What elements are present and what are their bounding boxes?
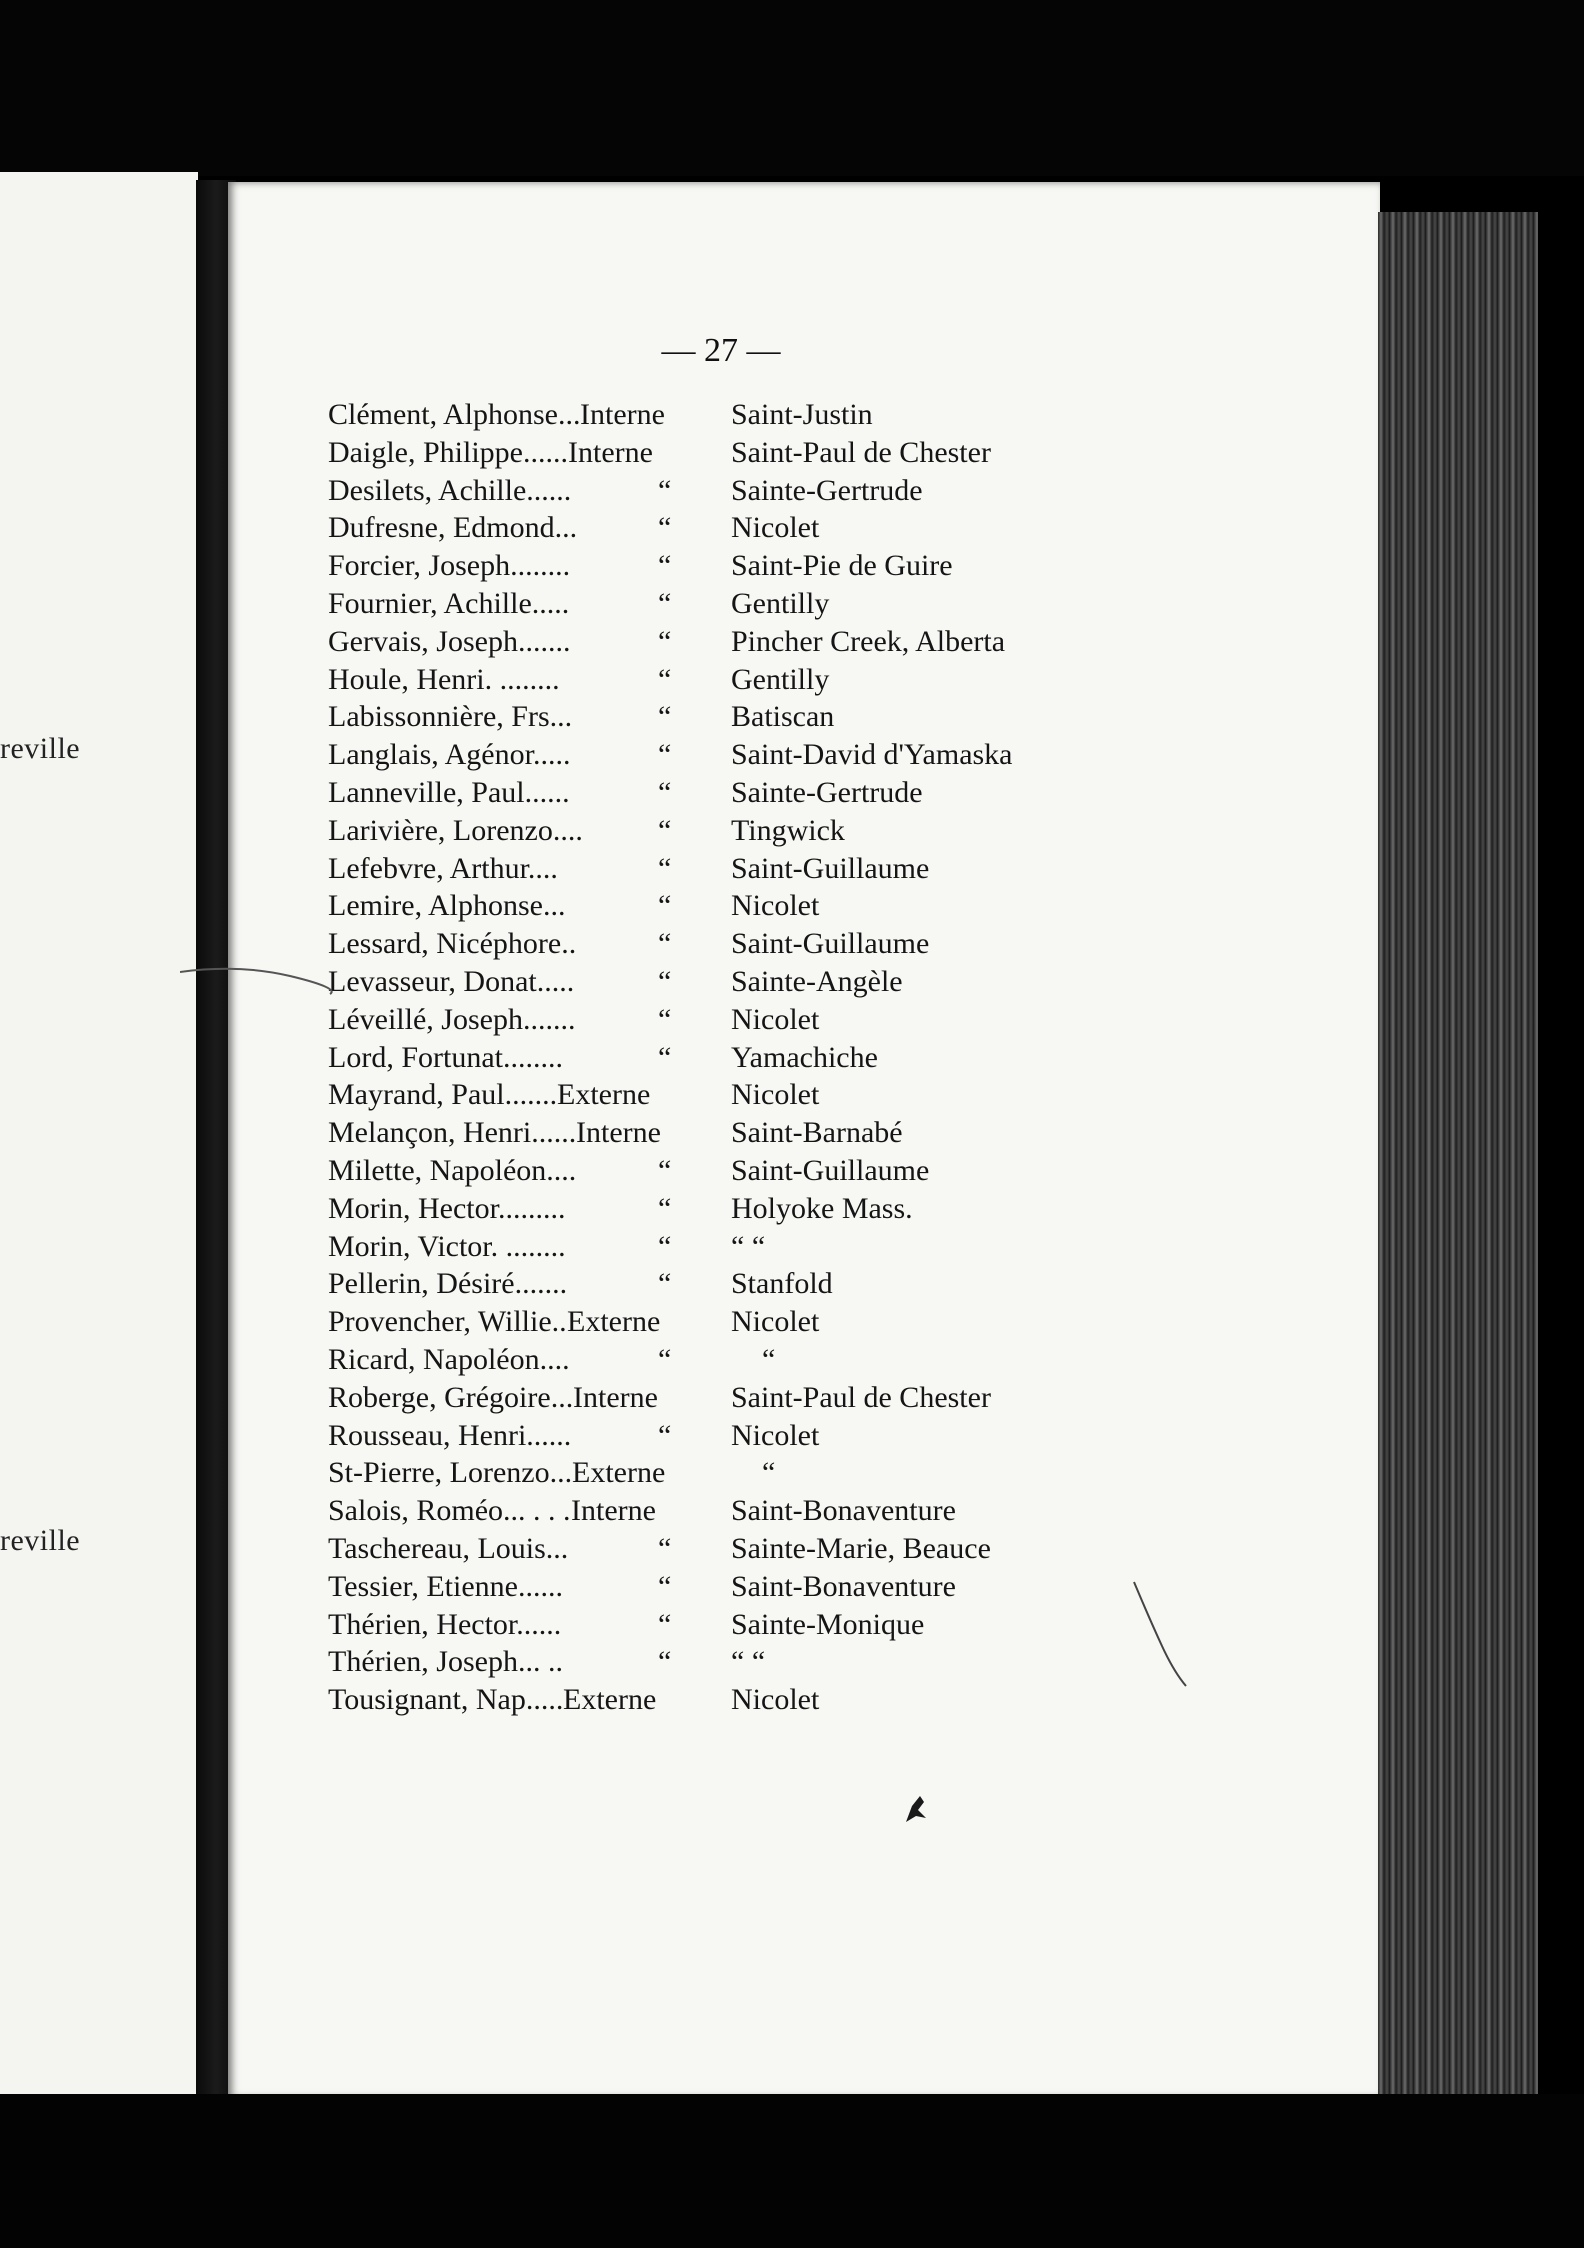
roster-row: St-Pierre, Lorenzo... Externe “ [328,1456,776,1490]
roster-row [328,663,1328,701]
student-hometown: “ “ [731,1229,766,1263]
student-name: Lessard, Nicéphore.. [328,927,577,961]
student-hometown: Saint-Barnabé [731,1116,903,1150]
roster-row [328,587,1328,625]
student-name: Langlais, Agénor..... [328,738,571,772]
student-hometown: Nicolet [731,1418,820,1452]
student-status: “ [658,775,672,809]
roster-row [328,1267,1328,1305]
roster-row [328,1003,1328,1041]
left-page-text-fragment: reville [0,1524,81,1557]
roster-row: Salois, Roméo... . . . Interne Saint-Bonaventure [328,1494,956,1528]
student-hometown: Nicolet [731,1002,820,1036]
roster-row [328,852,1328,890]
student-status: “ [658,700,672,734]
roster-row [328,927,1328,965]
student-name: Pellerin, Désiré....... [328,1267,568,1301]
student-name: Desilets, Achille...... [328,473,572,507]
student-hometown: Saint-Paul de Chester [731,1380,991,1414]
roster-row: Melançon, Henri...... Interne Saint-Barnabé [328,1116,903,1150]
student-hometown: Sainte-Gertrude [731,775,923,809]
student-name: Mayrand, Paul....... [328,1078,558,1112]
roster-row [328,1532,1328,1570]
roster-row [328,549,1328,587]
student-name: Salois, Roméo... . . . [328,1494,571,1528]
student-status: “ [658,1342,672,1376]
student-status: “ [658,1229,672,1263]
student-hometown: Saint-Guillaume [731,1153,930,1187]
student-status: “ [658,1569,672,1603]
student-name: Gervais, Joseph....... [328,624,571,658]
student-name: Lemire, Alphonse... [328,889,566,923]
student-hometown: Saint-Pie de Guire [731,549,953,583]
student-status: “ [658,1607,672,1641]
left-page [0,172,198,2094]
student-hometown: Gentilly [731,662,830,696]
scan-background-top [0,0,1584,176]
student-hometown: Holyoke Mass. [731,1191,913,1225]
student-status: “ [658,851,672,885]
roster-row: Mayrand, Paul....... Externe Nicolet [328,1078,820,1112]
student-name: Levasseur, Donat..... [328,964,575,998]
student-hometown: Nicolet [731,1078,820,1112]
student-status: “ [658,889,672,923]
student-status: “ [658,1191,672,1225]
student-hometown: Stanfold [731,1267,833,1301]
roster-row [328,965,1328,1003]
student-hometown: Nicolet [731,889,820,923]
student-status: “ [658,586,672,620]
student-hometown: Batiscan [731,700,835,734]
student-name: Tessier, Etienne...... [328,1569,563,1603]
student-hometown: Nicolet [731,1305,820,1339]
student-name: Roberge, Grégoire... [328,1380,574,1414]
student-status: “ [658,1153,672,1187]
student-hometown: Sainte-Monique [731,1607,925,1641]
student-status: “ [658,964,672,998]
student-status: “ [658,511,672,545]
student-name: Thérien, Joseph... .. [328,1645,563,1679]
student-status: “ [658,1645,672,1679]
student-status: “ [658,662,672,696]
student-roster [328,398,1328,1721]
student-name: Taschereau, Louis... [328,1531,569,1565]
left-page-text-fragment: reville [0,732,81,765]
student-name: Clément, Alphonse... [328,398,581,431]
student-hometown: Gentilly [731,586,830,620]
student-name: Melançon, Henri...... [328,1116,577,1150]
student-hometown: “ “ [731,1645,766,1679]
student-status: “ [658,927,672,961]
roster-row: Roberge, Grégoire... Interne Saint-Paul de Chester [328,1380,991,1414]
student-name: Morin, Victor. ........ [328,1229,566,1263]
student-name: Fournier, Achille..... [328,586,570,620]
student-status: “ [658,1531,672,1565]
student-name: Labissonnière, Frs... [328,700,573,734]
roster-row [328,1192,1328,1230]
roster-row [328,1230,1328,1268]
student-name: Lord, Fortunat........ [328,1040,563,1074]
student-hometown: Yamachiche [731,1040,878,1074]
student-status: “ [658,1040,672,1074]
student-status: “ [658,1002,672,1036]
student-hometown: Sainte-Gertrude [731,473,923,507]
student-name: Provencher, Willie.. [328,1305,567,1339]
roster-row [328,1041,1328,1079]
student-name: Milette, Napoléon.... [328,1153,577,1187]
student-status: “ [658,624,672,658]
student-hometown: Nicolet [731,1683,820,1717]
student-name: Larivière, Lorenzo.... [328,813,583,847]
student-name: Forcier, Joseph........ [328,549,571,583]
stray-pencil-line [180,960,340,1000]
ink-blot-mark [900,1792,930,1826]
student-name: Houle, Henri. ........ [328,662,560,696]
student-name: Daigle, Philippe...... [328,435,568,469]
student-hometown: Saint-Paul de Chester [731,435,991,469]
roster-row: Clément, Alphonse... Interne Saint-Justin [328,398,873,431]
page-number: — 27 — [661,332,781,369]
roster-row: Provencher, Willie.. Externe Nicolet [328,1305,820,1339]
student-status: “ [658,473,672,507]
student-name: Lefebvre, Arthur.... [328,851,558,885]
student-hometown: Sainte-Angèle [731,964,903,998]
student-name: Ricard, Napoléon.... [328,1342,570,1376]
student-status: “ [658,1418,672,1452]
student-hometown: “ [762,1342,776,1376]
student-status: “ [658,549,672,583]
roster-row [328,1343,1328,1381]
student-hometown: Pincher Creek, Alberta [731,624,1006,658]
student-name: Lanneville, Paul...... [328,775,570,809]
student-name: Morin, Hector......... [328,1191,566,1225]
student-hometown: Saint-Guillaume [731,927,930,961]
student-status: “ [658,738,672,772]
scan-background-bottom [0,2094,1584,2248]
student-status: “ [658,813,672,847]
roster-row [328,511,1328,549]
student-hometown: Saint-Justin [731,398,873,431]
roster-row [328,474,1328,512]
stray-pencil-line [1130,1580,1190,1690]
student-hometown: Saint-David d'Yamaska [731,738,1013,772]
roster-row [328,776,1328,814]
student-name: Tousignant, Nap..... [328,1683,564,1717]
student-name: Dufresne, Edmond... [328,511,578,545]
student-name: Léveillé, Joseph....... [328,1002,576,1036]
roster-row [328,889,1328,927]
roster-row [328,738,1328,776]
student-hometown: Saint-Guillaume [731,851,930,885]
student-name: Rousseau, Henri...... [328,1418,572,1452]
student-hometown: Nicolet [731,511,820,545]
roster-row [328,1419,1328,1457]
roster-row [328,625,1328,663]
student-name: Thérien, Hector...... [328,1607,562,1641]
student-hometown: Saint-Bonaventure [731,1494,956,1528]
student-hometown: Saint-Bonaventure [731,1569,956,1603]
roster-row: Tousignant, Nap..... Externe Nicolet [328,1683,820,1717]
roster-row [328,700,1328,738]
student-status: “ [658,1267,672,1301]
roster-row [328,814,1328,852]
student-hometown: “ [762,1456,776,1490]
roster-row [328,1154,1328,1192]
student-hometown: Sainte-Marie, Beauce [731,1531,991,1565]
student-name: St-Pierre, Lorenzo... [328,1456,573,1490]
student-hometown: Tingwick [731,813,845,847]
roster-row: Daigle, Philippe...... Interne Saint-Paul de Chester [328,435,991,469]
page-edges [1378,212,1538,2112]
